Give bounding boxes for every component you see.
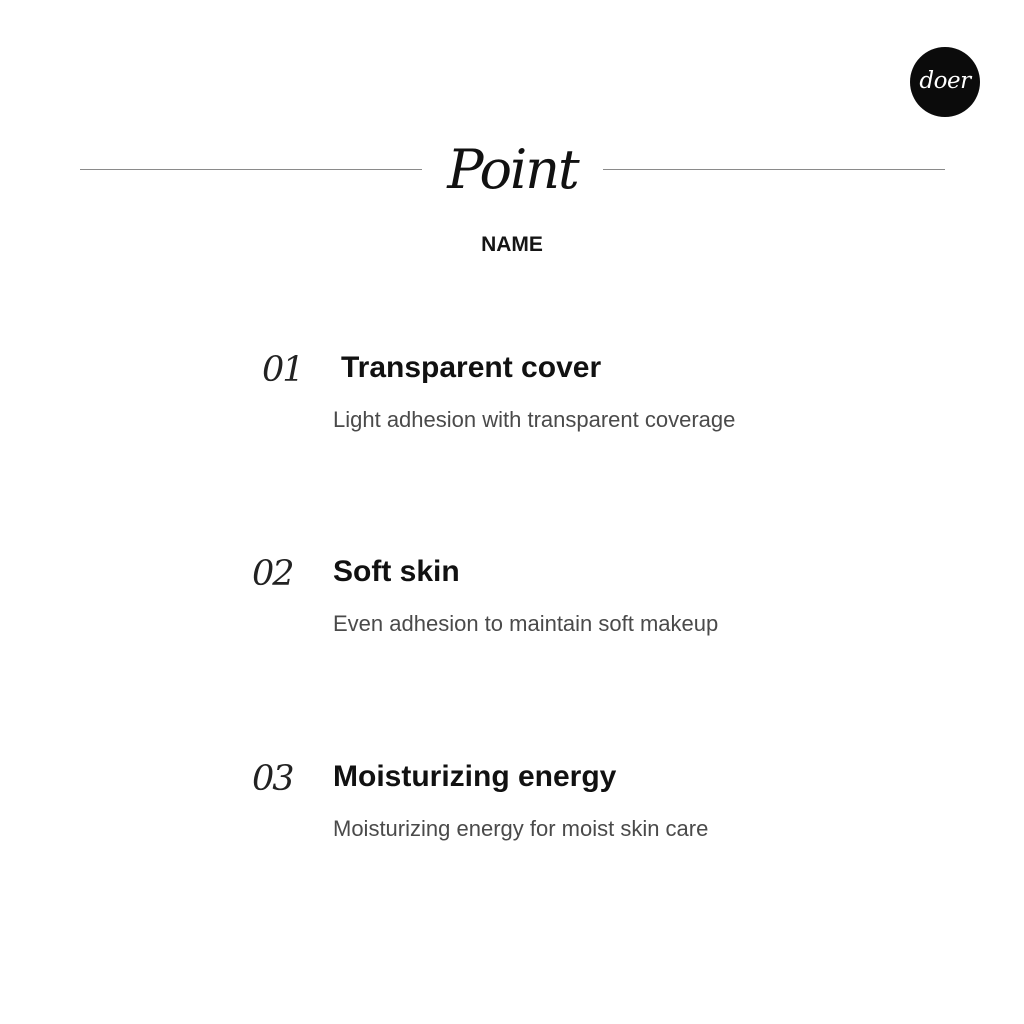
product-name: NAME bbox=[481, 233, 543, 256]
brand-logo bbox=[910, 47, 980, 117]
point-description: Even adhesion to maintain soft makeup bbox=[333, 611, 719, 636]
point-heading: Soft skin bbox=[333, 555, 460, 588]
point-description: Moisturizing energy for moist skin care bbox=[333, 816, 709, 841]
page-title: Point bbox=[447, 138, 578, 201]
point-number: 02 bbox=[252, 554, 293, 594]
point-item-3 bbox=[0, 757, 1024, 877]
point-item-2 bbox=[0, 552, 1024, 672]
point-item-1 bbox=[0, 348, 1024, 468]
title-divider-left bbox=[80, 169, 422, 170]
point-heading: Transparent cover bbox=[341, 351, 602, 384]
brand-logo-text: doer bbox=[919, 67, 971, 94]
point-number: 01 bbox=[262, 350, 303, 390]
point-number: 03 bbox=[252, 759, 293, 799]
point-heading: Moisturizing energy bbox=[333, 760, 617, 793]
title-divider-right bbox=[603, 169, 945, 170]
point-description: Light adhesion with transparent coverage bbox=[333, 407, 736, 432]
